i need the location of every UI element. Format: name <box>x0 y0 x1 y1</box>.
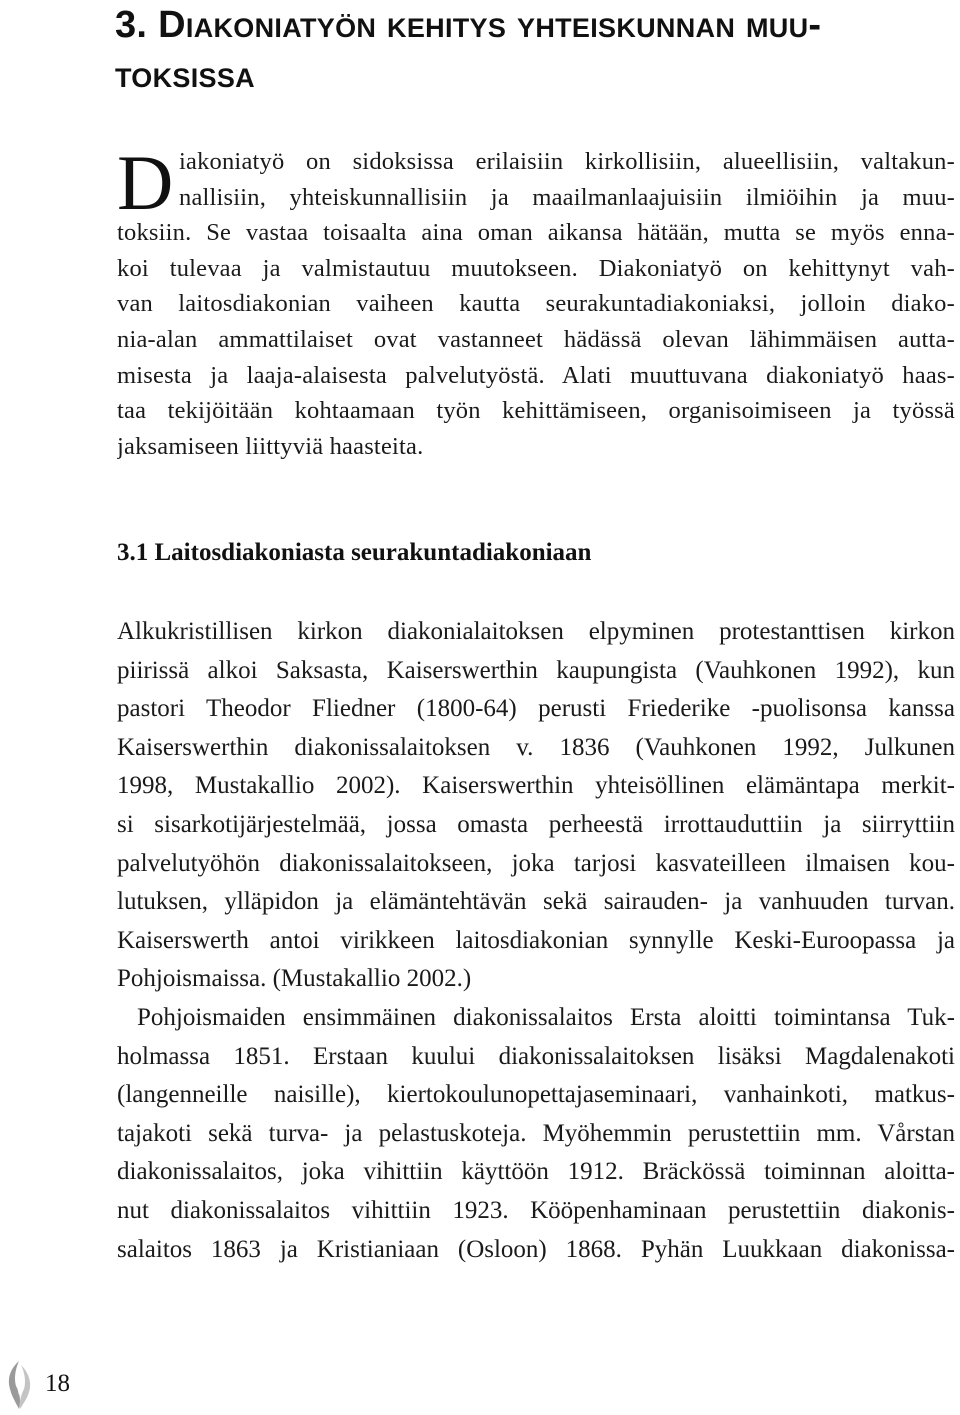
text-line: salaitos 1863 ja Kristianiaan (Osloon) 1868. Pyhän Luukkaan diakonissa- <box>117 1235 955 1263</box>
text-line: lutuksen, ylläpidon ja elämäntehtävän sekä sairauden- ja vanhuuden turvan. <box>117 888 955 916</box>
text-line: holmassa 1851. Erstaan kuului diakonissalaitoksen lisäksi Magdalenakoti <box>117 1042 955 1070</box>
text-line: toksiin. Se vastaa toisaalta aina oman aikansa hätään, mutta se myös enna- <box>117 219 955 247</box>
text-line: misesta ja laaja-alaisesta palvelutyöstä. Alati muuttuvana diakoniatyö haas- <box>117 361 955 389</box>
text-line: palvelutyöhön diakonissalaitokseen, joka tarjosi kasvateilleen ilmaisen kou- <box>117 849 955 877</box>
text-line: piirissä alkoi Saksasta, Kaiserswerthin kaupungista (Vauhkonen 1992), kun <box>117 656 955 684</box>
text-line: jaksamiseen liittyviä haasteita. <box>117 432 424 460</box>
chapter-title-line: 3. Diakoniatyön kehitys yhteiskunnan muu- <box>115 4 822 46</box>
text-line: taa tekijöitään kohtaamaan työn kehittämiseen, organisoimiseen ja työssä <box>117 397 955 425</box>
text-line: nut diakonissalaitos vihittiin 1923. Kööpenhaminaan perustettiin diakonis- <box>117 1196 955 1224</box>
text-line: pastori Theodor Fliedner (1800-64) perusti Friederike -puolisonsa kanssa <box>117 695 955 723</box>
chapter-title-line: toksissa <box>115 54 255 96</box>
text-line: nallisiin, yhteiskunnallisiin ja maailmanlaajuisiin ilmiöihin ja muu- <box>179 183 955 211</box>
text-line: tajakoti sekä turva- ja pelastuskoteja. Myöhemmin perustettiin mm. Vårstan <box>117 1119 955 1147</box>
text-line: koi tulevaa ja valmistautuu muutokseen. Diakoniatyö on kehittynyt vah- <box>117 254 955 282</box>
text-line: si sisarkotijärjestelmää, jossa omasta perheestä irrottauduttiin ja siirryttiin <box>117 810 955 838</box>
drop-cap: D <box>117 139 174 226</box>
text-line: iakoniatyö on sidoksissa erilaisiin kirkollisiin, alueellisiin, valtakun- <box>179 148 955 175</box>
text-line: (langenneille naisille), kiertokoulunopettajaseminaari, vanhainkoti, matkus- <box>117 1081 955 1109</box>
chapter-title <box>115 0 935 100</box>
text-line: nia-alan ammattilaiset ovat vastanneet hädässä olevan lähimmäisen autta- <box>117 325 955 353</box>
section-heading: 3.1 Laitosdiakoniasta seurakuntadiakoniaan <box>117 539 592 566</box>
page-footer <box>0 1355 200 1415</box>
text-line: Pohjoismaiden ensimmäinen diakonissalaitos Ersta aloitti toimintansa Tuk- <box>137 1003 955 1031</box>
text-line: Kaiserswerth antoi virikkeen laitosdiakonian synnylle Keski-Euroopassa ja <box>117 926 955 954</box>
text-line: Alkukristillisen kirkon diakonialaitoksen elpyminen protestanttisen kirkon <box>117 618 955 645</box>
page-number: 18 <box>45 1370 70 1397</box>
text-line: van laitosdiakonian vaiheen kautta seurakuntadiakoniaksi, jolloin diako- <box>117 290 955 318</box>
text-line: 1998, Mustakallio 2002). Kaiserswerthin yhteisöllinen elämäntapa merkit- <box>117 772 955 800</box>
diaconia-emblem-icon <box>2 1359 36 1411</box>
text-line: diakonissalaitos, joka vihittiin käyttöön 1912. Bräckössä toiminnan aloitta- <box>117 1158 955 1186</box>
text-line: Kaiserswerthin diakonissalaitoksen v. 1836 (Vauhkonen 1992, Julkunen <box>117 733 955 761</box>
text-line: Pohjoismaissa. (Mustakallio 2002.) <box>117 965 472 993</box>
intro-lines <box>117 139 955 464</box>
section-body <box>117 613 955 1269</box>
